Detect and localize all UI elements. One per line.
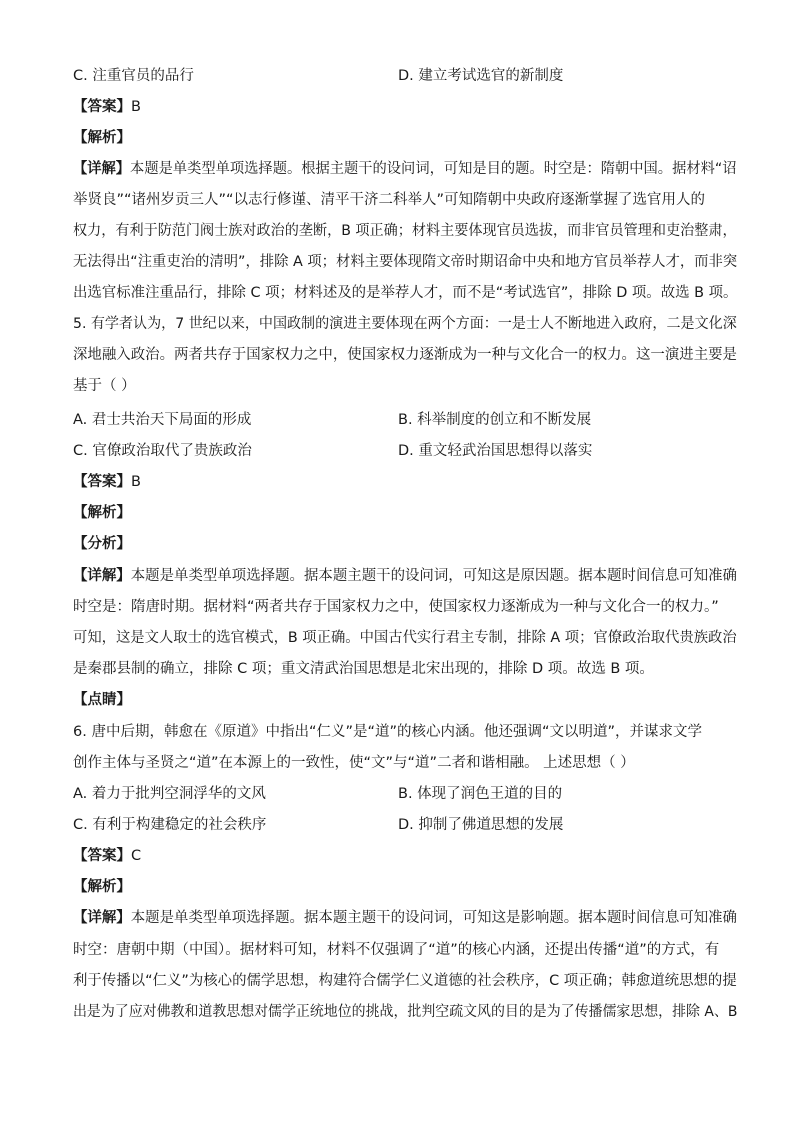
answer-value: B: [131, 474, 141, 490]
answer-value: C: [131, 848, 142, 864]
q6-detail-line: 利于传播以“仁义”为核心的儒学思想，构建符合儒学仁义道德的社会秩序，C 项正确；韩愈道统思想的提: [73, 973, 737, 989]
q4-detail-line: 权力，有利于防范门阀士族对政治的垄断，B 项正确；材料主要体现官员选拔，而非官员管理和吏治整肃，: [73, 223, 737, 239]
q5-stem-line: 深地融入政治。两者共存于国家权力之中，使国家权力逐渐成为一种与文化合一的权力。这一演进主要是: [73, 347, 737, 363]
q5-option-d: D. 重文轻武治国思想得以落实: [398, 443, 593, 459]
q6-detail-line: [73, 908, 737, 928]
answer-value: B: [131, 99, 141, 115]
detail-text: 本题是单类型单项选择题。根据主题干的设问词，可知是目的题。时空是：隋朝中国。据材料“诏: [130, 161, 737, 177]
q5-detail-line: 可知，这是文人取士的选官模式，B 项正确。中国古代实行君主专制，排除 A 项；官僚政治取代贵族政治: [73, 630, 737, 646]
q5-answer: [73, 472, 737, 492]
detail-text: 本题是单类型单项选择题。据本题主题干的设问词，可知这是影响题。据本题时间信息可知准确: [130, 910, 737, 926]
q5-detail-line: 是秦郡县制的确立，排除 C 项；重文清武治国思想是北宋出现的，排除 D 项。故选 B 项。: [73, 661, 654, 677]
answer-tag: 【答案】: [73, 474, 131, 490]
answer-tag: 【答案】: [73, 99, 131, 115]
q6-option-b: B. 体现了润色王道的目的: [398, 786, 563, 802]
q6-option-c: C. 有利于构建稳定的社会秩序: [73, 817, 267, 833]
q6-detail-line: 时空：唐朝中期（中国）。据材料可知，材料不仅强调了“道”的核心内涵，还提出传播“道”的方式，有: [73, 942, 720, 958]
q5-stem-line: 5. 有学者认为，7 世纪以来，中国政制的演进主要体现在两个方面：一是士人不断地进入政府，二是文化深: [73, 316, 737, 332]
q5-detail-line: 时空是：隋唐时期。据材料“两者共存于国家权力之中，使国家权力逐渐成为一种与文化合一的权力。”: [73, 599, 719, 615]
detail-tag: 【详解】: [73, 910, 131, 926]
q5-fenxi-heading: 【分析】: [73, 536, 131, 552]
q6-option-d: D. 抑制了佛道思想的发展: [398, 817, 564, 833]
q4-detail-line: 无法得出“注重吏治的清明”，排除 A 项；材料主要体现隋文帝时期诏命中央和地方官员举荐人才，而非突: [73, 254, 738, 270]
q6-detail-line: 出是为了应对佛教和道教思想对儒学正统地位的挑战，批判空疏文风的目的是为了传播儒家思想，排除 A、B: [73, 1004, 738, 1020]
q6-stem-line: 创作主体与圣贤之“道”在本源上的一致性，使“文”与“道”二者和谐相融。 上述思想（ ）: [73, 755, 635, 771]
q4-option-d: D. 建立考试选官的新制度: [398, 68, 564, 84]
q6-stem-line: 6. 唐中后期，韩愈在《原道》中指出“仁义”是“道”的核心内涵。他还强调“文以明道”，并谋求文学: [73, 724, 703, 740]
detail-tag: 【详解】: [73, 568, 131, 584]
q5-detail-line: [73, 566, 737, 586]
q4-detail-line: 举贤良”“诸州岁贡三人”“以志行修谨、清平干济二科举人”可知隋朝中央政府逐渐掌握了选官用人的: [73, 192, 706, 208]
q6-analysis-heading: 【解析】: [73, 879, 131, 895]
q4-detail-line: [73, 159, 737, 179]
detail-tag: 【详解】: [73, 161, 131, 177]
detail-text: 本题是单类型单项选择题。据本题主题干的设问词，可知这是原因题。据本题时间信息可知准确: [130, 568, 737, 584]
q4-analysis-heading: 【解析】: [73, 130, 131, 146]
q4-detail-line: 出选官标准注重品行，排除 C 项；材料述及的是举荐人才，而不是“考试选官”，排除 D 项。故选 B 项。: [73, 285, 738, 301]
q5-option-c: C. 官僚政治取代了贵族政治: [73, 443, 252, 459]
q6-answer: [73, 846, 737, 866]
q5-stem-line: 基于（ ）: [73, 378, 136, 394]
q4-option-c: C. 注重官员的品行: [73, 68, 194, 84]
q5-analysis-heading: 【解析】: [73, 505, 131, 521]
q5-option-a: A. 君士共治天下局面的形成: [73, 412, 252, 428]
answer-tag: 【答案】: [73, 848, 131, 864]
q6-option-a: A. 着力于批判空洞浮华的文风: [73, 786, 266, 802]
q5-option-b: B. 科举制度的创立和不断发展: [398, 412, 592, 428]
q5-dianjing-heading: 【点睛】: [73, 692, 131, 708]
q4-answer: [73, 97, 737, 117]
